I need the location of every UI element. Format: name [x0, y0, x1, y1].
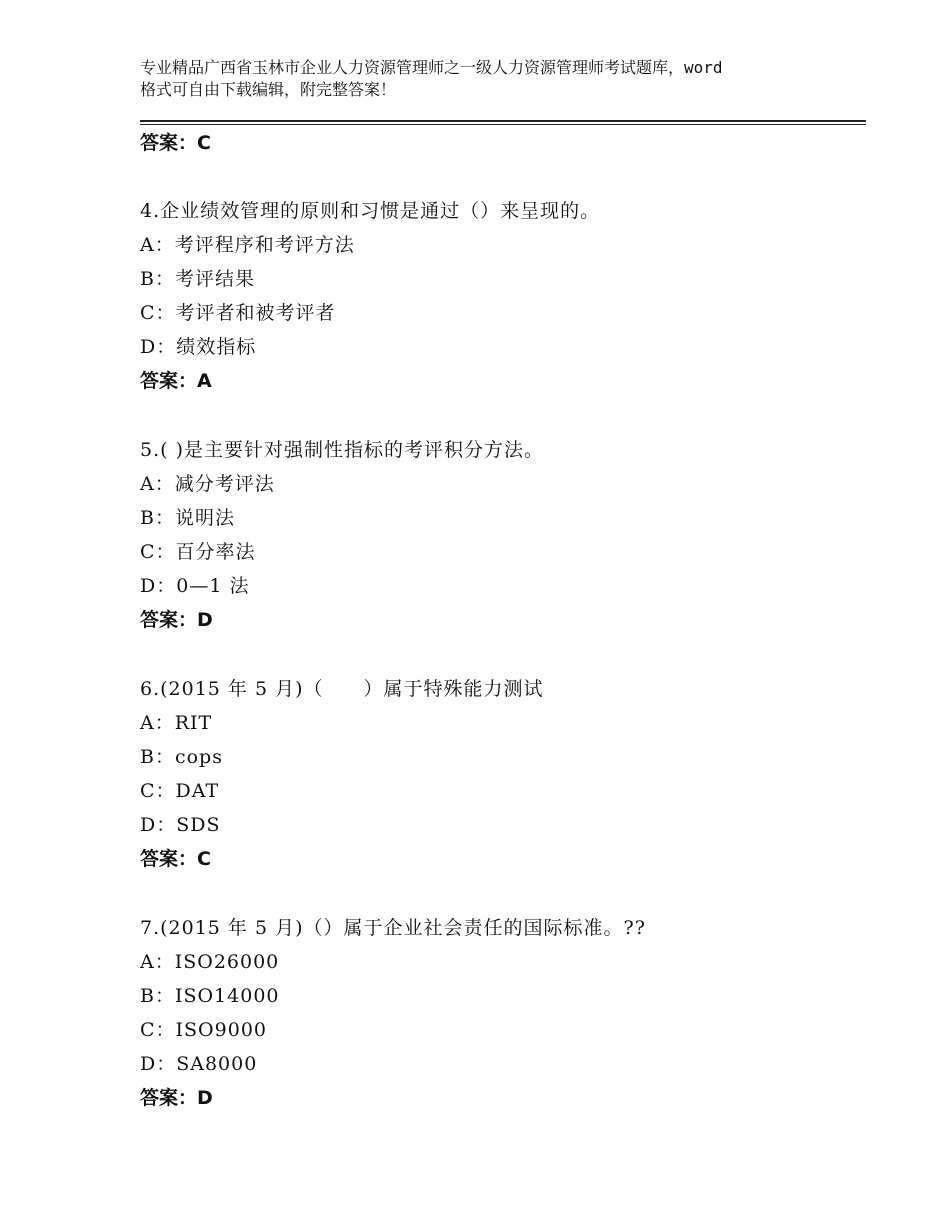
header-rule-thin — [140, 124, 866, 125]
option-a: A：RIT — [140, 712, 213, 734]
question-answer: 答案：D — [140, 609, 213, 631]
question-answer: 答案：C — [140, 848, 211, 870]
question-5 — [140, 438, 860, 632]
header-line-2: 格式可自由下载编辑，附完整答案！ — [140, 80, 397, 99]
answer-previous: 答案：C — [140, 132, 211, 154]
question-stem: 6.(2015 年 5 月)（ ）属于特殊能力测试 — [140, 678, 544, 700]
option-a: A：考评程序和考评方法 — [140, 234, 355, 256]
option-b: B：ISO14000 — [140, 985, 280, 1007]
option-d: D：SA8000 — [140, 1053, 258, 1075]
header-line-1: 专业精品广西省玉林市企业人力资源管理师之一级人力资源管理师考试题库，word — [140, 58, 723, 77]
document-header — [140, 57, 840, 101]
question-answer: 答案：A — [140, 370, 212, 392]
option-b: B：说明法 — [140, 507, 235, 529]
option-c: C：百分率法 — [140, 541, 256, 563]
question-6 — [140, 677, 860, 871]
question-stem: 4.企业绩效管理的原则和习惯是通过（）来呈现的。 — [140, 200, 601, 222]
option-d: D：0—1 法 — [140, 575, 250, 597]
option-c: C：ISO9000 — [140, 1019, 267, 1041]
question-stem: 7.(2015 年 5 月)（）属于企业社会责任的国际标准。?? — [140, 917, 646, 939]
option-c: C：考评者和被考评者 — [140, 302, 336, 324]
question-answer: 答案：D — [140, 1087, 213, 1109]
option-d: D：SDS — [140, 814, 221, 836]
option-b: B：cops — [140, 746, 223, 768]
option-a: A：减分考评法 — [140, 473, 275, 495]
question-4 — [140, 199, 860, 393]
option-d: D：绩效指标 — [140, 336, 257, 358]
option-a: A：ISO26000 — [140, 951, 280, 973]
option-b: B：考评结果 — [140, 268, 255, 290]
option-c: C：DAT — [140, 780, 220, 802]
question-7 — [140, 916, 860, 1110]
question-stem: 5.( )是主要针对强制性指标的考评积分方法。 — [140, 439, 544, 461]
header-rule-thick — [140, 120, 866, 122]
